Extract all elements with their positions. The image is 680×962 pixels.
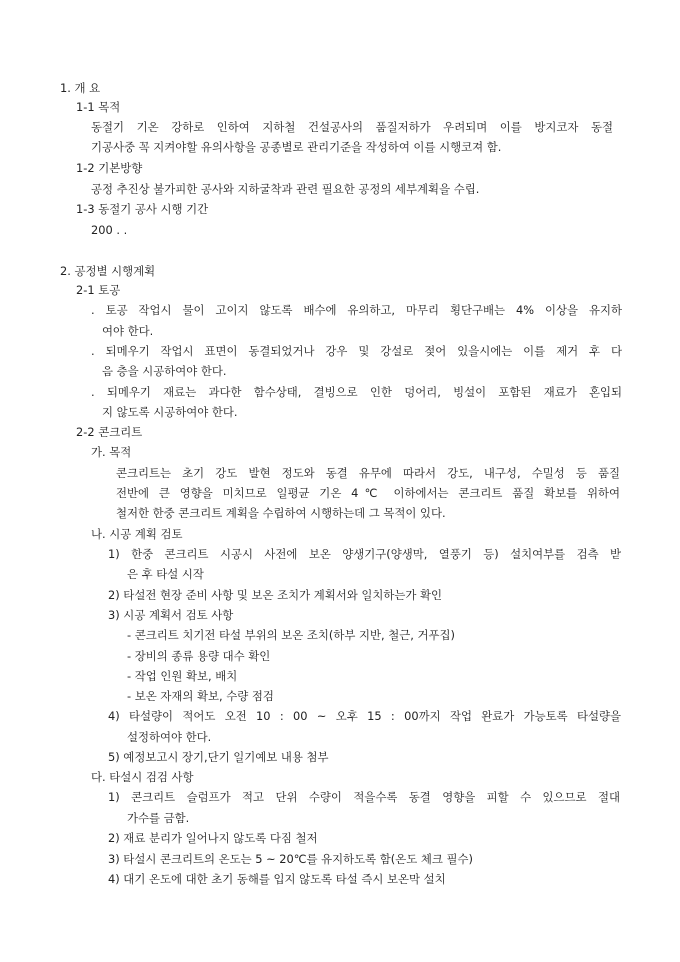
section-2-1-bullet-line: . 되메우기 재료는 과다한 함수상태, 결빙으로 인한 덩어리, 빙설이 포함된 재료가 혼입되 (91, 385, 622, 399)
section-2-2-na-item: 5) 예정보고시 장기,단기 일기예보 내용 첨부 (108, 750, 329, 764)
section-2-2-na-item: 2) 타설전 현장 준비 사항 및 보온 조치가 계획서와 일치하는가 확인 (108, 588, 442, 602)
section-2-2-na-item-line: 4) 타설량이 적어도 오전 10 : 00 ~ 오후 15 : 00까지 작업 완료가 가능토록 타설량을 (108, 709, 621, 723)
section-1-1-text-line: 기공사중 꼭 지켜야할 유의사항을 공종별로 관리기준을 작성하여 이를 시행코져 함. (91, 140, 502, 154)
section-1-3-period: 200 . . (91, 223, 128, 237)
section-2-2-da-item-line: 가수를 금함. (127, 811, 190, 825)
section-2-1-bullet-line: . 토공 작업시 물이 고이지 않도록 배수에 유의하고, 마무리 횡단구배는 4% 이상을 유지하 (91, 303, 622, 317)
section-2-2-da-item: 2) 재료 분리가 일어나지 않도록 다짐 철저 (108, 831, 318, 845)
section-2-2-na-heading: 나. 시공 계획 검토 (91, 527, 183, 541)
section-2-2-heading: 2-2 콘크리트 (76, 425, 143, 439)
section-2-2-da-item: 3) 타설시 콘크리트의 온도는 5 ~ 20℃를 유지하도록 함(온도 체크 필수) (108, 852, 473, 866)
section-2-1-bullet-line: 여야 한다. (102, 324, 154, 338)
section-2-2-ga-heading: 가. 목적 (91, 445, 132, 459)
section-2-heading: 2. 공정별 시행계획 (60, 264, 156, 278)
section-1-heading: 1. 개 요 (60, 81, 101, 95)
section-2-2-na-sub-item: - 보온 자재의 확보, 수량 점검 (127, 689, 274, 703)
section-1-1-heading: 1-1 목적 (76, 100, 121, 114)
section-2-2-na-item-line: 은 후 타설 시작 (127, 567, 204, 581)
section-2-2-da-heading: 다. 타설시 검검 사항 (91, 770, 194, 784)
section-2-2-na-item-line: 설정하여야 한다. (127, 730, 212, 744)
section-2-2-ga-text-line: 철저한 한중 콘크리트 계획을 수립하여 시행하는데 그 목적이 있다. (116, 506, 446, 520)
section-2-1-heading: 2-1 토공 (76, 283, 121, 297)
section-1-1-text-line: 동절기 기온 강하로 인하여 지하철 건설공사의 품질저하가 우려되며 이를 방지코자 동절 (91, 120, 613, 134)
section-2-2-ga-text-line: 콘크리트는 초기 강도 발현 정도와 동결 유무에 따라서 강도, 내구성, 수밀성 등 품질 (116, 466, 620, 480)
section-2-2-na-sub-item: - 장비의 종류 용량 대수 확인 (127, 649, 271, 663)
section-1-2-text-line: 공정 추진상 불가피한 공사와 지하굴착과 관련 필요한 공정의 세부계획을 수립. (91, 182, 480, 196)
section-2-2-da-item: 4) 대기 온도에 대한 초기 동해를 입지 않도록 타설 즉시 보온막 설치 (108, 872, 446, 886)
section-2-2-na-item-line: 1) 한중 콘크리트 시공시 사전에 보온 양생기구(양생막, 열풍기 등) 설치여부를 검측 받 (108, 547, 621, 561)
section-2-2-na-sub-item: - 콘크리트 치기전 타설 부위의 보온 조치(하부 지반, 철근, 거푸집) (127, 628, 455, 642)
section-2-2-na-sub-item: - 작업 인원 확보, 배치 (127, 669, 238, 683)
section-2-1-bullet-line: 지 않도록 시공하여야 한다. (102, 405, 238, 419)
section-2-2-ga-text-line: 전반에 큰 영향을 미치므로 일평균 기온 4℃ 이하에서는 콘크리트 품질 확보를 위하여 (116, 486, 620, 500)
section-1-2-heading: 1-2 기본방향 (76, 161, 143, 175)
section-1-3-heading: 1-3 동절기 공사 시행 기간 (76, 202, 209, 216)
section-2-1-bullet-line: . 되메우기 작업시 표면이 동결되었거나 강우 및 강설로 젖어 있을시에는 이를 제거 후 다 (91, 344, 622, 358)
section-2-2-na-item: 3) 시공 계획서 검토 사항 (108, 608, 234, 622)
section-2-2-da-item-line: 1) 콘크리트 슬럼프가 적고 단위 수량이 적을수록 동결 영향을 피할 수 있으므로 절대 (108, 790, 620, 804)
section-2-1-bullet-line: 음 층을 시공하여야 한다. (102, 364, 227, 378)
